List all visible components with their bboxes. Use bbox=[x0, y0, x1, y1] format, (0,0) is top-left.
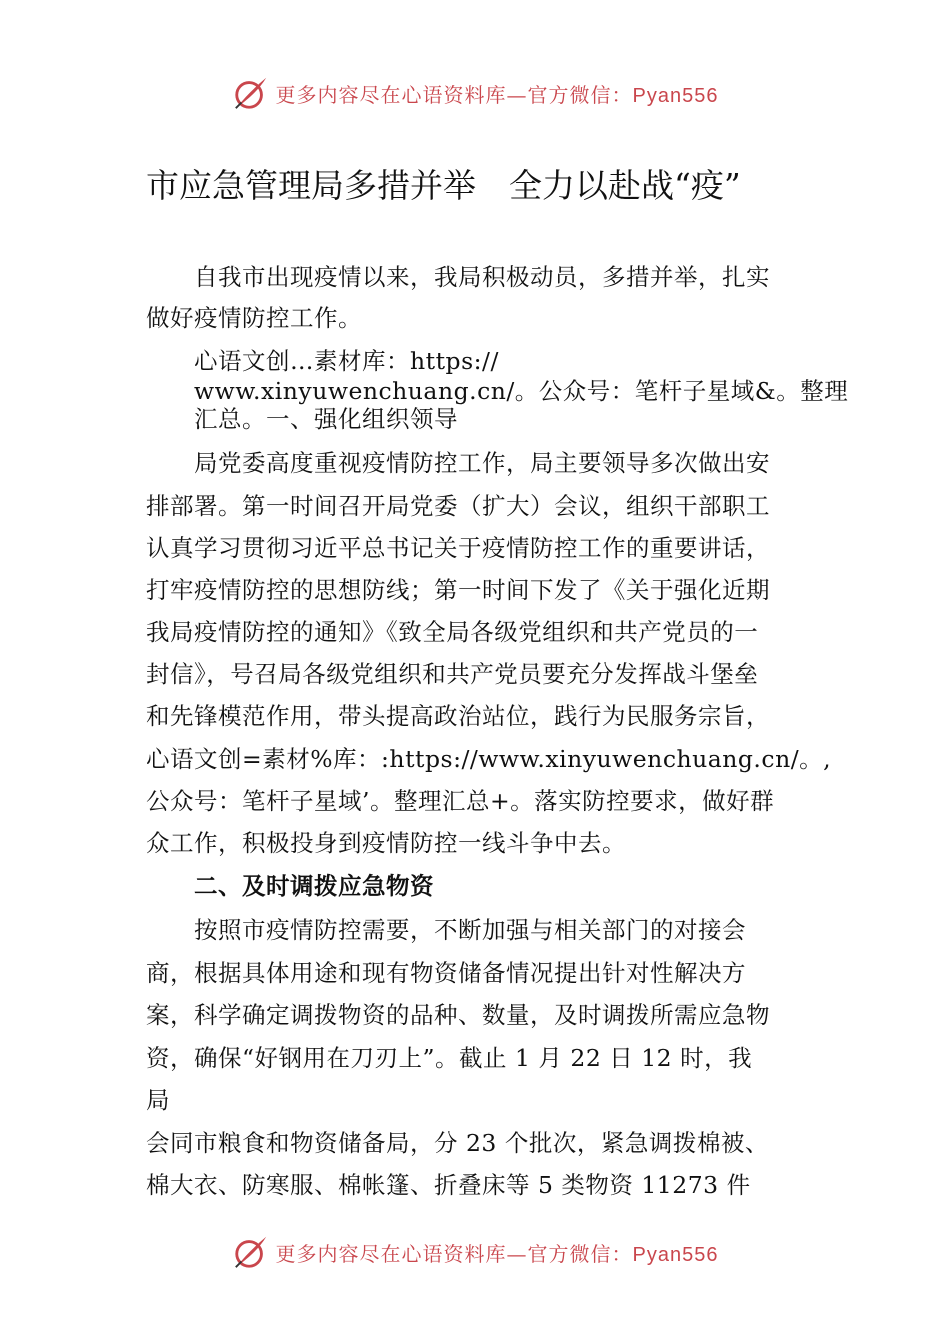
body-text-line: 按照市疫情防控需要，不断加强与相关部门的对接会 bbox=[146, 916, 746, 944]
wechat-id: Pyan556 bbox=[632, 84, 719, 107]
document-title: 市应急管理局多措并举 全力以赴战“疫” bbox=[146, 166, 741, 205]
body-text-line: 局 bbox=[146, 1086, 170, 1114]
body-text-line: 做好疫情防控工作。 bbox=[146, 304, 362, 332]
body-text-line: 汇总。一、强化组织领导 bbox=[146, 405, 458, 433]
body-text-line: 自我市出现疫情以来，我局积极动员，多措并举，扎实 bbox=[146, 263, 770, 291]
body-text-line: 排部署。第一时间召开局党委（扩大）会议，组织干部职工 bbox=[146, 492, 770, 520]
watermark-banner-top bbox=[0, 73, 950, 113]
body-text-line: 会同市粮食和物资储备局，分 23 个批次，紧急调拨棉被、 bbox=[146, 1129, 769, 1157]
quill-logo-icon bbox=[232, 1233, 270, 1271]
body-text-line: 我局疫情防控的通知》《致全局各级党组织和共产党员的一 bbox=[146, 618, 759, 646]
section-heading: 二、及时调拨应急物资 bbox=[146, 872, 434, 900]
wechat-id: Pyan556 bbox=[632, 1243, 719, 1266]
watermark-banner-bottom bbox=[0, 1232, 950, 1272]
watermark-text: 更多内容尽在心语资料库—官方微信：Pyan556 bbox=[275, 1241, 719, 1266]
body-text-line: 心语文创=素材%库：:https://www.xinyuwenchuang.cn/。, bbox=[146, 745, 832, 773]
body-text-line: 封信》，号召局各级党组织和共产党员要充分发挥战斗堡垒 bbox=[146, 660, 759, 688]
body-text-line: 案，科学确定调拨物资的品种、数量，及时调拨所需应急物 bbox=[146, 1001, 770, 1029]
body-text-line: 众工作，积极投身到疫情防控一线斗争中去。 bbox=[146, 829, 626, 857]
body-text-line: 局党委高度重视疫情防控工作，局主要领导多次做出安 bbox=[146, 449, 770, 477]
body-text-line: 资，确保“好钢用在刀刃上”。截止 1 月 22 日 12 时，我 bbox=[146, 1044, 753, 1072]
body-text-line: 商，根据具体用途和现有物资储备情况提出针对性解决方 bbox=[146, 959, 746, 987]
body-text-line: 公众号：笔杆子星域’。整理汇总+。落实防控要求，做好群 bbox=[146, 787, 775, 815]
quill-logo-icon bbox=[232, 74, 270, 112]
watermark-text: 更多内容尽在心语资料库—官方微信：Pyan556 bbox=[275, 82, 719, 107]
body-text-line: www.xinyuwenchuang.cn/。公众号：笔杆子星域&。整理 bbox=[146, 377, 849, 405]
body-text-line: 打牢疫情防控的思想防线；第一时间下发了《关于强化近期 bbox=[146, 576, 770, 604]
body-text-line: 认真学习贯彻习近平总书记关于疫情防控工作的重要讲话， bbox=[146, 534, 770, 562]
body-text-line: 棉大衣、防寒服、棉帐篷、折叠床等 5 类物资 11273 件 bbox=[146, 1171, 751, 1199]
body-text-line: 和先锋模范作用，带头提高政治站位，践行为民服务宗旨， bbox=[146, 702, 770, 730]
body-text-line: 心语文创…素材库：https:// bbox=[146, 347, 499, 375]
